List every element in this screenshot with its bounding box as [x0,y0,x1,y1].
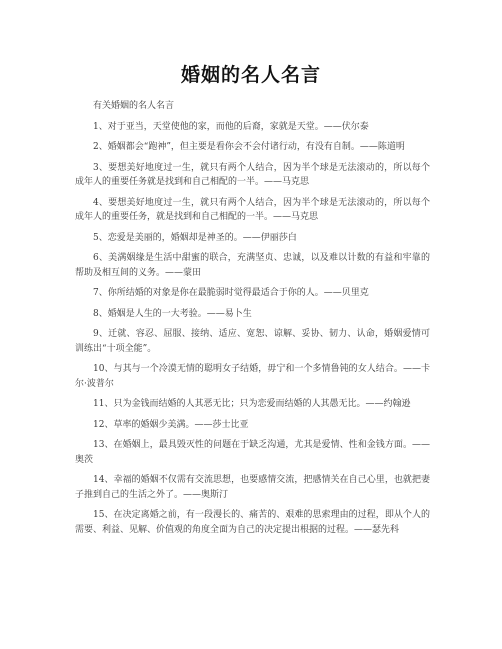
quote-paragraph: 1、对于亚当，天堂使他的家，而他的后裔，家就是天堂。——伏尔泰 [93,121,369,132]
quote-paragraph: 5、恋爱是美丽的，婚姻却是神圣的。——伊丽莎白 [93,232,297,243]
quote-paragraph: 14、幸福的婚姻不仅需有交流思想，也要感情交流，把感情关在自己心里，也就把妻子推到自己的生活之外了。——奥斯汀 [75,475,430,500]
document-subtitle: 有关婚姻的名人名言 [93,101,175,111]
quote-paragraph: 3、要想美好地度过一生，就只有两个人结合，因为半个球是无法滚动的，所以每个成年人的重要任务就是找到和自己相配的一半。——马克思 [75,162,430,187]
quote-paragraph: 8、婚姻是人生的一大考验。——易卜生 [93,308,252,319]
quote-paragraph: 11、只为金钱而结婚的人其恶无比；只为恋爱而结婚的人其愚无比。——约翰逊 [93,399,411,409]
quote-paragraph: 10、与其与一个冷漠无情的聪明女子结婚，毋宁和一个多情鲁钝的女人结合。——卡尔·波普尔 [75,364,430,389]
quote-paragraph: 2、婚姻都会“跑神”，但主要是看你会不会付诸行动，有没有自制。——陈道明 [93,142,405,152]
quote-paragraph: 9、迁就、容忍、屈服、接纳、适应、宽恕、谅解、妥协、韧力、认命，婚姻爱情可训练出“十项全能”。 [75,329,430,354]
document-title: 婚姻的名人名言 [180,64,321,86]
quote-paragraph: 6、美满姻缘是生活中甜蜜的联合，充满坚贞、忠诚，以及难以计数的有益和牢靠的帮助及相互间的义务。——蒙田 [75,253,430,278]
quote-paragraph: 13、在婚姻上，最具毁灭性的问题在于缺乏沟通，尤其是爱情、性和金钱方面。——奥茨 [75,440,430,465]
quote-paragraph: 15、在决定离婚之前，有一段漫长的、痛苦的、艰难的思索理由的过程，即从个人的需要、利益、见解、价值观的角度全面为自己的决定提出根据的过程。——瑟先科 [75,510,430,535]
document-body [75,99,430,543]
quote-paragraph: 7、你所结婚的对象是你在最脆弱时觉得最适合于你的人。——贝里克 [93,288,369,298]
quote-paragraph: 4、要想美好地度过一生，就只有两个人结合，因为半个球是无法滚动的，所以每个成年人的重要任务，就是找到和自己相配的一半。——马克思 [75,197,430,222]
quote-paragraph: 12、草率的婚姻少美满。——莎士比亚 [93,419,249,430]
